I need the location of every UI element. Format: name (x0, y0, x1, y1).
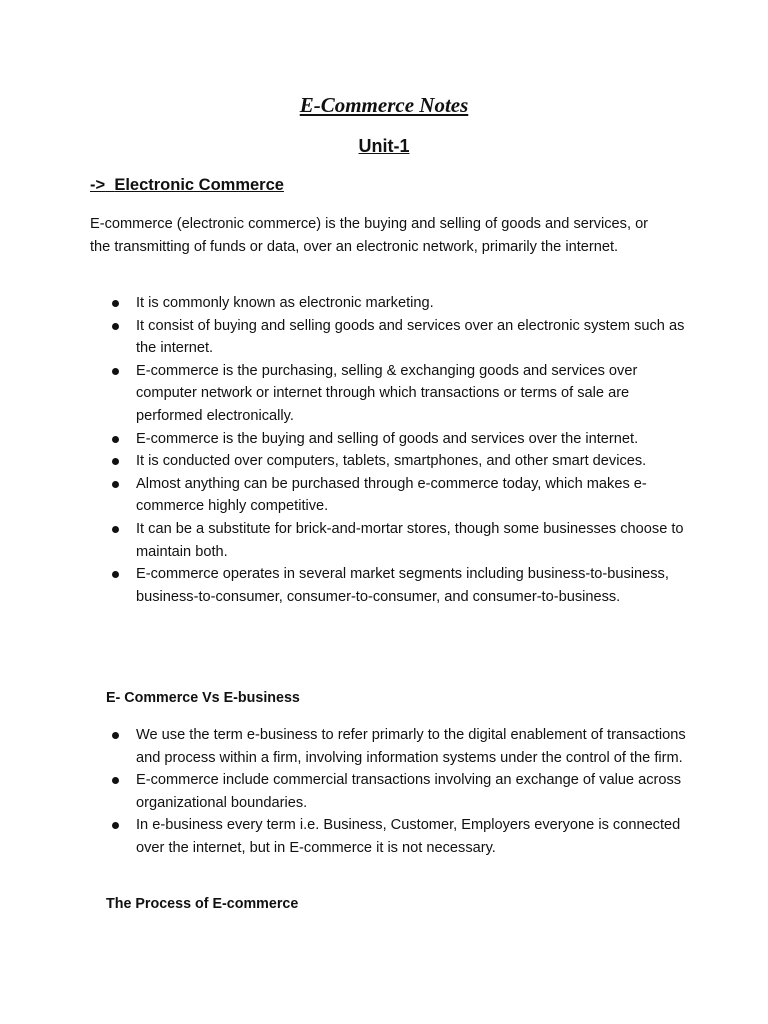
subheading-ecommerce-vs-ebusiness: E- Commerce Vs E-business (106, 690, 300, 706)
section-heading-text: Electronic Commerce (114, 176, 284, 194)
bullet-icon (112, 481, 119, 488)
list-item: E-commerce operates in several market segments including business-to-business, business-to-consumer, consumer-to-consumer, and consumer-to-business. (90, 563, 690, 608)
unit-heading: Unit-1 (358, 136, 410, 156)
list-item: E-commerce is the buying and selling of goods and services over the internet. (90, 428, 690, 451)
list-item: It is commonly known as electronic marketing. (90, 292, 690, 315)
intro-paragraph: E-commerce (electronic commerce) is the buying and selling of goods and services, or the transmitting of funds or data, over an electronic network, primarily the internet. (90, 216, 649, 255)
list-item: It is conducted over computers, tablets, smartphones, and other smart devices. (90, 450, 690, 473)
bullet-icon (112, 300, 119, 307)
bullet-icon (112, 458, 119, 465)
list-item: We use the term e-business to refer primarly to the digital enablement of transactions and process within a firm, involving information systems under the control of the firm. (90, 724, 690, 769)
bullet-icon (112, 732, 119, 739)
bullet-icon (112, 368, 119, 375)
document-title: E-Commerce Notes (299, 93, 469, 117)
bullet-icon (112, 436, 119, 443)
list-item: In e-business every term i.e. Business, Customer, Employers everyone is connected over the internet, but in E-commerce it is not necessary. (90, 814, 690, 859)
definition-bullet-list (90, 292, 690, 608)
comparison-bullet-list (90, 724, 690, 860)
bullet-icon (112, 822, 119, 829)
bullet-icon (112, 777, 119, 784)
section-heading (90, 176, 284, 195)
list-item: It consist of buying and selling goods and services over an electronic system such as the internet. (90, 315, 690, 360)
list-item: E-commerce include commercial transactions involving an exchange of value across organizational boundaries. (90, 769, 690, 814)
subheading-process-of-ecommerce: The Process of E-commerce (106, 896, 299, 912)
list-item: Almost anything can be purchased through e-commerce today, which makes e-commerce highly competitive. (90, 473, 690, 518)
bullet-icon (112, 526, 119, 533)
list-item: It can be a substitute for brick-and-mortar stores, though some businesses choose to maintain both. (90, 518, 690, 563)
bullet-icon (112, 323, 119, 330)
list-item: E-commerce is the purchasing, selling & exchanging goods and services over computer network or internet through which transactions or terms of sale are performed electronically. (90, 360, 690, 428)
bullet-icon (112, 571, 119, 578)
section-heading-prefix: -> (90, 176, 106, 194)
